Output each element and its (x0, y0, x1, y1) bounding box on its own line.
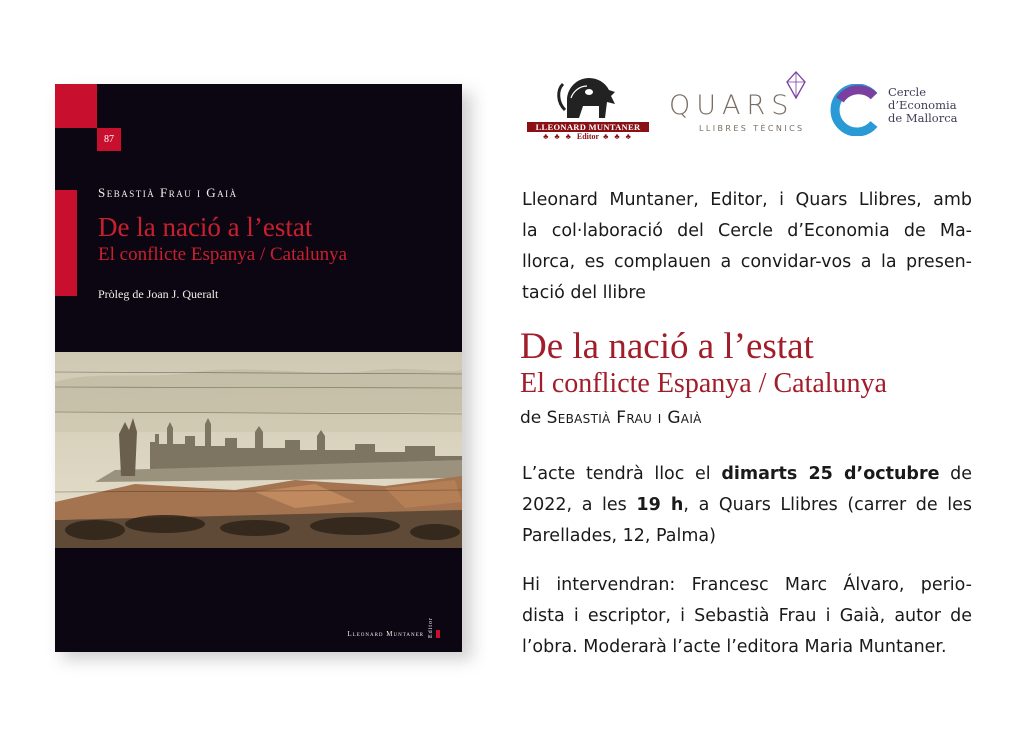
intro-line-4: tació del llibre (522, 283, 646, 303)
logo-cercle-economia (830, 84, 980, 140)
author-name: Sebastià Frau i Gaià (546, 408, 702, 428)
book-subtitle: El conflicte Espanya / Catalunya (520, 368, 887, 399)
book-author (520, 408, 702, 428)
cover-prolog: Pròleg de Joan J. Queralt (98, 287, 219, 301)
event-line-3: Parellades, 12, Palma) (522, 526, 716, 546)
cercle-line-2: d’Economia (888, 98, 957, 112)
invitation-intro (522, 185, 972, 309)
lleonard-muntaner-editor: ♣ ♣ ♣ Editor ♣ ♣ ♣ (543, 132, 633, 141)
cover-publisher (347, 617, 440, 638)
engraving-image (55, 352, 462, 548)
cover-publisher-mark (436, 630, 440, 638)
lion-crest-icon (527, 70, 649, 122)
event-line-1: L’acte tendrà lloc el dimarts 25 d’octubre de (522, 464, 972, 484)
lleonard-muntaner-name: LLEONARD MUNTANER (527, 122, 649, 132)
speakers-line-2: dista i escriptor, i Sebastià Frau i Gaià, autor de (522, 606, 972, 626)
event-details (522, 459, 972, 552)
book-cover (55, 84, 462, 652)
cover-subtitle: El conflicte Espanya / Catalunya (98, 244, 348, 265)
book-title: De la nació a l’estat (520, 326, 814, 367)
logo-quars (667, 70, 812, 138)
speakers-line-3: l’obra. Moderarà l’acte l’editora Maria Muntaner. (522, 637, 947, 657)
cercle-line-3: de Mallorca (888, 111, 958, 125)
author-prefix: de (520, 408, 542, 428)
cover-publisher-editor: Editor (428, 617, 434, 638)
speakers-line-1: Hi intervendran: Francesc Marc Álvaro, perio- (522, 575, 972, 595)
cercle-c-icon (830, 84, 882, 136)
event-date: dimarts 25 d’octubre (721, 464, 940, 484)
logo-lleonard-muntaner (527, 70, 649, 146)
quars-subtitle: LLIBRES TÈCNICS (699, 124, 805, 133)
intro-line-2: la col·laboració del Cercle d’Economia de Ma- (522, 221, 972, 241)
cercle-text (888, 86, 958, 125)
speakers (522, 570, 972, 663)
cover-title: De la nació a l’estat (98, 212, 313, 242)
cover-author: Sebastià Frau i Gaià (98, 185, 238, 200)
event-line-2: 2022, a les 19 h, a Quars Llibres (carrer de les (522, 495, 973, 515)
intro-line-1: Lleonard Muntaner, Editor, i Quars Llibres, amb (522, 190, 972, 210)
event-time: 19 h (636, 495, 684, 515)
cover-publisher-name: Lleonard Muntaner (347, 630, 424, 638)
cover-red-side-bar (55, 190, 77, 296)
quars-name: QUARS (669, 90, 795, 121)
cover-red-block (55, 84, 97, 128)
cercle-line-1: Cercle (888, 85, 927, 99)
intro-line-3: llorca, es complauen a convidar-vos a la presen- (522, 252, 972, 272)
series-number: 87 (97, 128, 121, 151)
